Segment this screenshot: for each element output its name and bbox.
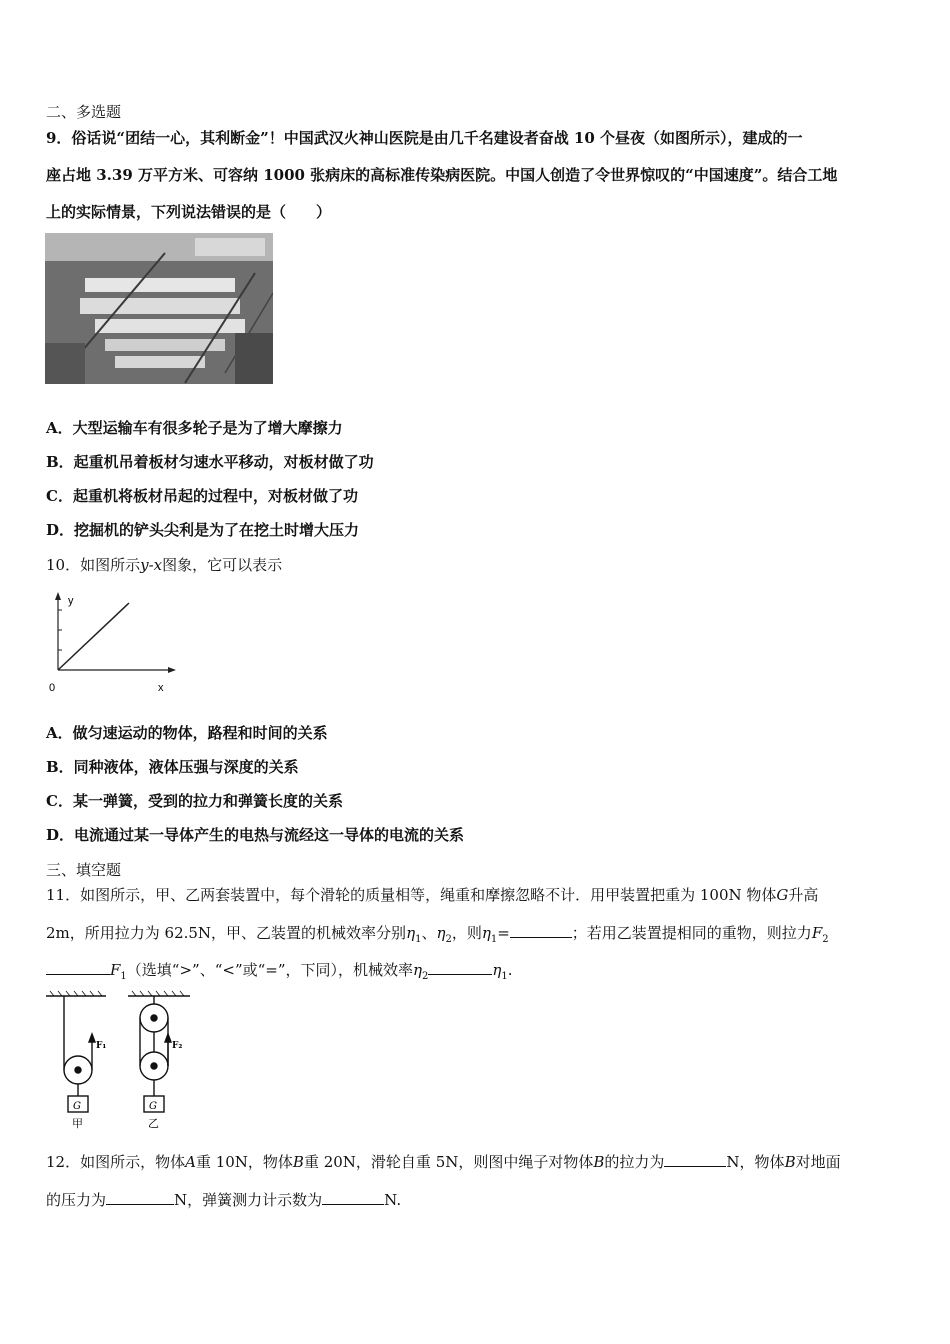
x-axis-label: x bbox=[158, 682, 164, 694]
subscript: 1 bbox=[501, 971, 508, 982]
q11-text: 2m，所用拉力为 62.5N，甲、乙装置的机械效率分别 bbox=[46, 924, 407, 942]
q12-text: 重 10N，物体 bbox=[195, 1153, 293, 1171]
force-symbol: F bbox=[811, 924, 823, 942]
figure-label-jia: 甲 bbox=[72, 1117, 83, 1130]
subscript: 1 bbox=[415, 934, 422, 945]
q9-option-d: D．挖掘机的铲头尖利是为了在挖土时增大压力 bbox=[46, 521, 360, 539]
q11-var-g: G bbox=[776, 886, 789, 904]
section-heading-fill-in: 三、填空题 bbox=[46, 861, 122, 879]
graph-line bbox=[58, 603, 129, 670]
q12-var-a: A bbox=[185, 1153, 196, 1171]
force-label-f2: F₂ bbox=[172, 1041, 183, 1051]
q11-text: = bbox=[497, 924, 510, 942]
y-axis-label: y bbox=[68, 595, 74, 607]
q10-suffix: 图象，它可以表示 bbox=[162, 556, 283, 574]
q12-text: 重 20N，滑轮自重 5N，则图中绳子对物体 bbox=[303, 1153, 594, 1171]
force-symbol: F bbox=[110, 961, 121, 979]
q12-var-b: B bbox=[593, 1153, 605, 1171]
q11-text: ；若用乙装置提相同的重物，则拉力 bbox=[571, 924, 812, 942]
q11-text: 、 bbox=[421, 924, 437, 942]
x-axis-arrow bbox=[168, 667, 176, 673]
origin-label: 0 bbox=[49, 682, 56, 694]
q9-option-c: C．起重机将板材吊起的过程中，对板材做了功 bbox=[46, 487, 358, 505]
q12-var-b: B bbox=[784, 1153, 796, 1171]
eta-symbol: η bbox=[481, 924, 491, 942]
q11-text: （选填“>”、“<”或“=”，下同），机械效率 bbox=[126, 961, 414, 979]
q11-text: . bbox=[507, 961, 513, 979]
q12-text: N. bbox=[384, 1191, 402, 1209]
force-label-f1: F₁ bbox=[96, 1041, 107, 1051]
section-heading-multiple-choice: 二、多选题 bbox=[46, 103, 122, 121]
eta-symbol: η bbox=[436, 924, 446, 942]
q12-text: N，物体 bbox=[726, 1153, 785, 1171]
q9-text-line-1: 9．俗话说“团结一心，其利断金”！中国武汉火神山医院是由几千名建设者奋战 10 个昼夜（如图所示），建成的一 bbox=[46, 129, 803, 147]
q11-line-2 bbox=[46, 923, 829, 950]
q9-option-a: A．大型运输车有很多轮子是为了增大摩擦力 bbox=[46, 419, 343, 437]
q12-text: 的压力为 bbox=[46, 1191, 107, 1209]
subscript: 2 bbox=[445, 934, 452, 945]
q10-option-c: C．某一弹簧，受到的拉力和弹簧长度的关系 bbox=[46, 792, 343, 810]
y-x-graph bbox=[44, 588, 184, 696]
answer-blank-force-compare[interactable] bbox=[46, 960, 110, 975]
q10-var: y-x bbox=[140, 556, 163, 574]
q11-text: 升高 bbox=[788, 886, 819, 904]
q12-text: 12．如图所示，物体 bbox=[46, 1153, 186, 1171]
answer-blank-ground-pressure[interactable] bbox=[106, 1190, 174, 1205]
q12-text: N，弹簧测力计示数为 bbox=[174, 1191, 323, 1209]
q11-line-3 bbox=[46, 960, 513, 987]
q11-text: ，则 bbox=[451, 924, 482, 942]
q11-line-1 bbox=[46, 885, 818, 905]
q10-stem bbox=[46, 555, 282, 575]
q11-text: 11．如图所示，甲、乙两套装置中，每个滑轮的质量相等，绳重和摩擦忽略不计．用甲装置把重为 100N 物体 bbox=[46, 886, 777, 904]
load-label-b: G bbox=[149, 1101, 157, 1112]
eta-symbol: η bbox=[413, 961, 423, 979]
q12-text: 的拉力为 bbox=[604, 1153, 665, 1171]
subscript: 2 bbox=[422, 971, 429, 982]
q12-line-1 bbox=[46, 1152, 841, 1172]
construction-site-photo bbox=[45, 233, 273, 384]
q10-option-b: B．同种液体，液体压强与深度的关系 bbox=[46, 758, 299, 776]
subscript: 2 bbox=[822, 934, 829, 945]
q9-option-b: B．起重机吊着板材匀速水平移动，对板材做了功 bbox=[46, 453, 374, 471]
eta-symbol: η bbox=[406, 924, 416, 942]
load-label-a: G bbox=[73, 1101, 81, 1112]
q12-text: 对地面 bbox=[795, 1153, 841, 1171]
answer-blank-spring-scale[interactable] bbox=[322, 1190, 384, 1205]
pulley-figure bbox=[42, 990, 202, 1130]
q10-option-d: D．电流通过某一导体产生的电热与流经这一导体的电流的关系 bbox=[46, 826, 465, 844]
subscript: 1 bbox=[490, 934, 498, 945]
q10-option-a: A．做匀速运动的物体，路程和时间的关系 bbox=[46, 724, 328, 742]
figure-label-yi: 乙 bbox=[148, 1117, 159, 1130]
q9-text-line-3: 上的实际情景，下列说法错误的是（ ） bbox=[46, 203, 332, 221]
answer-blank-eta1[interactable] bbox=[510, 923, 572, 938]
y-axis-arrow bbox=[55, 592, 61, 600]
q9-text-line-2: 座占地 3.39 万平方米、可容纳 1000 张病床的高标准传染病医院。中国人创造了令世界惊叹的“中国速度”。结合工地 bbox=[46, 166, 838, 184]
subscript: 1 bbox=[120, 971, 127, 982]
q12-var-b: B bbox=[292, 1153, 304, 1171]
eta-symbol: η bbox=[492, 961, 502, 979]
q12-line-2 bbox=[46, 1190, 401, 1210]
answer-blank-efficiency-compare[interactable] bbox=[428, 960, 492, 975]
answer-blank-rope-tension[interactable] bbox=[664, 1152, 726, 1167]
q10-prefix: 10．如图所示 bbox=[46, 556, 141, 574]
